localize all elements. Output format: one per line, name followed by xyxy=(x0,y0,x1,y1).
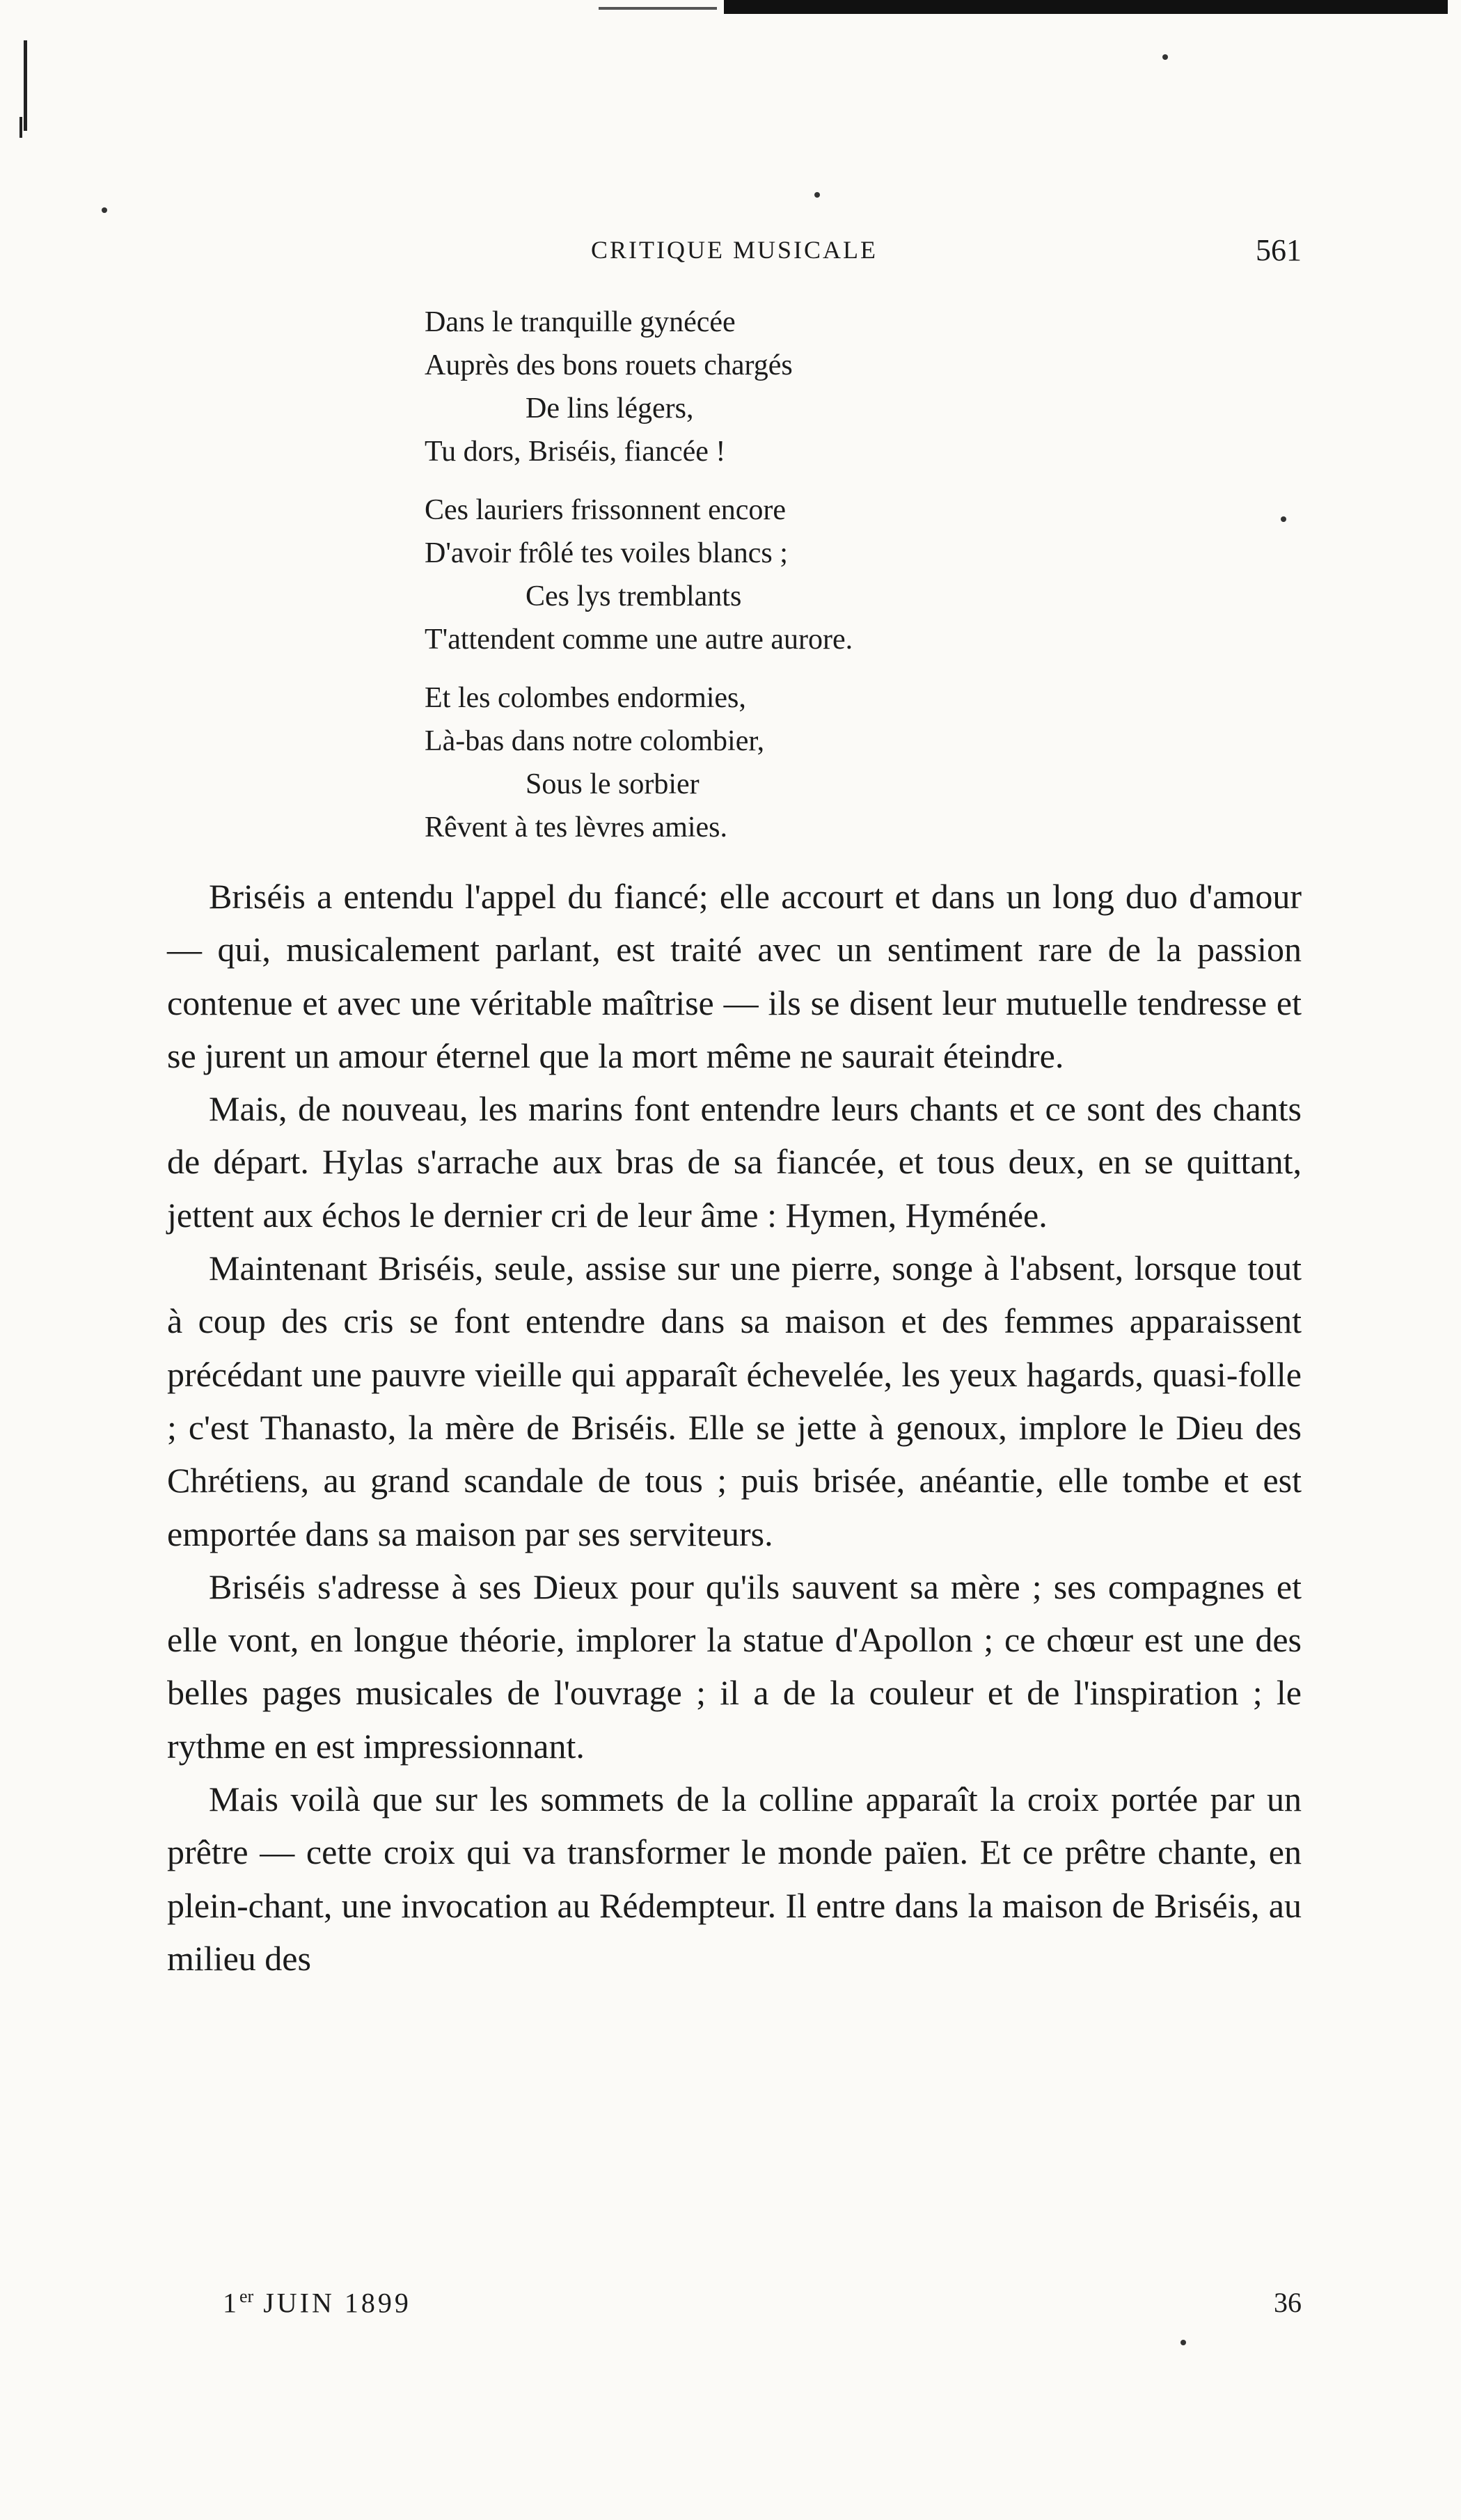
poem-line: Auprès des bons rouets chargés xyxy=(425,349,793,381)
sheet-number: 36 xyxy=(1274,2287,1302,2318)
poem-line: Ces lys tremblants xyxy=(526,580,742,612)
poem xyxy=(425,301,1302,864)
signature-date: JUIN 1899 xyxy=(263,2287,411,2319)
running-head xyxy=(167,235,1302,284)
paragraph: Briséis a entendu l'appel du fiancé; elle accourt et dans un long duo d'amour — qui, musicalement parlant, est traité avec un sentiment rare de la passion contenue et avec une véritable maîtrise — ils se disent leur mutuelle tendresse et se jurent un amour éternel que la mort même ne saurait éteindre. xyxy=(167,877,1302,1075)
margin-mark xyxy=(24,40,27,131)
paragraph: Briséis s'adresse à ses Dieux pour qu'ils sauvent sa mère ; ses compagnes et elle vont, en longue théorie, implorer la statue d'Apollon ; ce chœur est une des belles pages musicales de l'ouvrage ; il a de la couleur et de l'inspiration ; le rythme en est impressionnant. xyxy=(167,1567,1302,1766)
printer-signature xyxy=(223,2286,411,2319)
poem-line: T'attendent comme une autre aurore. xyxy=(425,624,853,656)
speck xyxy=(1180,2340,1186,2345)
poem-line: Rêvent à tes lèvres amies. xyxy=(425,811,728,843)
running-title: CRITIQUE MUSICALE xyxy=(591,236,878,264)
signature-ordinal: 1 xyxy=(223,2287,239,2319)
poem-line: Là-bas dans notre colombier, xyxy=(425,725,765,757)
page-number: 561 xyxy=(1256,233,1302,267)
poem-line: D'avoir frôlé tes voiles blancs ; xyxy=(425,537,788,569)
poem-line: Ces lauriers frissonnent encore xyxy=(425,494,786,526)
poem-line: Tu dors, Briséis, fiancée ! xyxy=(425,436,726,468)
top-edge-rule xyxy=(724,0,1448,14)
paragraph: Maintenant Briséis, seule, assise sur une pierre, songe à l'absent, lorsque tout à coup des cris se font entendre dans sa maison et des femmes apparaissent précédant une pauvre vieille qui apparaît échevelée, les yeux hagards, quasi-folle ; c'est Thanasto, la mère de Briséis. Elle se jette à genoux, implore le Dieu des Chrétiens, au grand scandale de tous ; puis brisée, anéantie, elle tombe et est emportée dans sa maison par ses serviteurs. xyxy=(167,1249,1302,1553)
poem-stanza xyxy=(425,676,1302,849)
poem-stanza xyxy=(425,489,1302,661)
speck xyxy=(814,192,820,198)
poem-line: Sous le sorbier xyxy=(526,768,700,800)
footer xyxy=(223,2286,1302,2335)
poem-stanza xyxy=(425,301,1302,473)
signature-superscript: er xyxy=(239,2286,254,2306)
paragraph: Mais, de nouveau, les marins font entendre leurs chants et ce sont des chants de départ. Hylas s'arrache aux bras de sa fiancée, et tous deux, en se quittant, jettent aux échos le dernier cri de leur âme : Hymen, Hyménée. xyxy=(167,1089,1302,1235)
paragraph: Mais voilà que sur les sommets de la colline apparaît la croix portée par un prêtre — cette croix qui va transformer le monde païen. Et ce prêtre chante, en plein-chant, une invocation au Rédempteur. Il entre dans la maison de Briséis, au milieu des xyxy=(167,1780,1302,1978)
body-text xyxy=(167,870,1302,1985)
speck xyxy=(102,207,107,213)
margin-mark xyxy=(19,117,22,138)
poem-line: Dans le tranquille gynécée xyxy=(425,306,736,338)
poem-line: De lins légers, xyxy=(526,393,694,425)
poem-line: Et les colombes endormies, xyxy=(425,682,746,714)
speck xyxy=(1162,54,1168,60)
top-edge-rule-faint xyxy=(599,7,717,10)
